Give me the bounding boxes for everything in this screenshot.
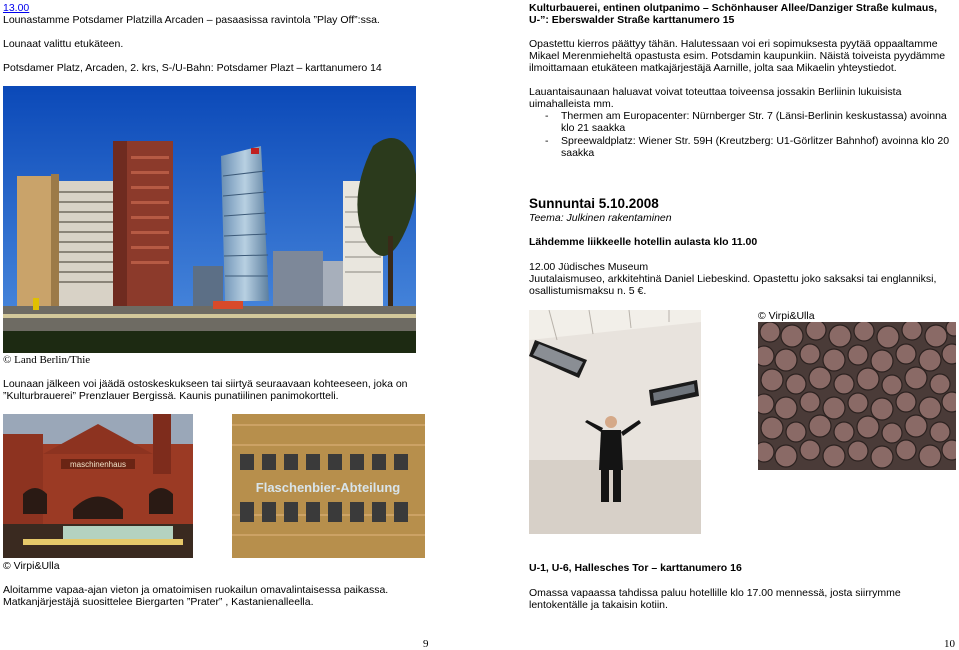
museum-text-line1: 12.00 Jüdisches Museum — [529, 261, 649, 273]
pool1-text-line1: Thermen am Europacenter: Nürnberger Str. 7 (Länsi-Berlinin keskustassa) avoinna — [561, 110, 947, 122]
pool1-text-line2: klo 21 saakka — [561, 122, 626, 134]
guided-tour-text-line1: Opastettu kierros päättyy tähän. Halutessaan voi eri sopimuksesta pyytää oppaaltamme — [529, 38, 938, 50]
museum-interior-photo — [529, 310, 701, 534]
photo-credit-land-berlin: © Land Berlin/Thie — [3, 354, 91, 366]
after-lunch-text-line1: Lounaan jälkeen voi jäädä ostoskeskukseen tai siirtyä seuraavaan kohteeseen, joka on — [3, 378, 408, 390]
kulturbrauerei-heading-line2: U-”: Eberswalder Straße karttanumero 15 — [529, 14, 735, 26]
after-lunch-text-line2: ”Kulturbrauerei” Prenzlauer Bergissä. Kaunis punatiilinen panimokortteli. — [3, 390, 339, 402]
page-number-left: 9 — [423, 638, 429, 650]
museum-text-line3: osallistumismaksu n. 5 €. — [529, 285, 647, 297]
theme-text: Teema: Julkinen rakentaminen — [529, 212, 672, 224]
potsdamer-platz-photo — [3, 86, 416, 353]
photo-credit-virpi-ulla-right: © Virpi&Ulla — [758, 310, 815, 322]
pool2-text-line1: Spreewaldplatz: Wiener Str. 59H (Kreutzberg: U1-Görlitzer Bahnhof) avoinna klo 20 — [561, 135, 950, 147]
fallen-leaves-installation-photo — [758, 322, 956, 470]
ubahn-heading: U-1, U-6, Hallesches Tor – karttanumero 16 — [529, 562, 742, 574]
maschinenhaus-sign-text: maschinenhaus — [69, 460, 127, 469]
day-heading: Sunnuntai 5.10.2008 — [529, 196, 659, 211]
photo-credit-virpi-ulla-left: © Virpi&Ulla — [3, 560, 60, 572]
lunch-location-text: Potsdamer Platz, Arcaden, 2. krs, S-/U-Bahn: Potsdamer Plazt – karttanumero 14 — [3, 62, 382, 74]
pool2-text-line2: saakka — [561, 147, 595, 159]
guided-tour-text-line3: ilmoittamaan etukäteen matkajärjestäjä Aarnille, jolta saa Mikaelin yhteystiedot. — [529, 62, 897, 74]
lunch-choice-text: Lounaat valittu etukäteen. — [3, 38, 124, 50]
return-text-line1: Omassa vapaassa tahdissa paluu hotellille klo 17.00 mennessä, josta siirrymme — [529, 587, 901, 599]
kulturbrauerei-heading-line1: Kulturbauerei, entinen olutpanimo – Schönhauser Allee/Danziger Straße kulmaus, — [529, 2, 938, 14]
saturday-sauna-text-line1: Lauantaisaunaan haluavat voivat toteuttaa toiveensa jossakin Berliinin lukuisista — [529, 86, 902, 98]
bullet-dash-1: - — [545, 110, 549, 122]
departure-text: Lähdemme liikkeelle hotellin aulasta klo 11.00 — [529, 236, 758, 248]
guided-tour-text-line2: Mikael Merenmieheltä opastusta esim. Potsdamin kaupunkiin. Näistä toiveista pyydämme — [529, 50, 946, 62]
museum-text-line2: Juutalaismuseo, arkkitehtinä Daniel Liebeskind. Opastettu joko saksaksi tai englanniksi, — [529, 273, 937, 285]
evening-text-line1: Aloitamme vapaa-ajan vieton ja omatoimisen ruokailun omavalintaisessa paikassa. — [3, 584, 389, 596]
flaschenbier-photo — [232, 414, 425, 558]
return-text-line2: lentokentälle ja takaisin kotiin. — [529, 599, 668, 611]
bullet-dash-2: - — [545, 135, 549, 147]
time-link[interactable]: 13.00 — [3, 2, 30, 14]
evening-text-line2: Matkanjärjestäjä suosittelee Biergarten ”Prater” , Kastanienalleella. — [3, 596, 314, 608]
flaschenbier-sign-text: Flaschenbier-Abteilung — [255, 480, 401, 495]
maschinenhaus-photo — [3, 414, 193, 558]
saturday-sauna-text-line2: uimahalleista mm. — [529, 98, 614, 110]
page-number-right: 10 — [944, 638, 955, 650]
lunch-text: Lounastamme Potsdamer Platzilla Arcaden – pasaasissa ravintola ”Play Off”:ssa. — [3, 14, 380, 26]
